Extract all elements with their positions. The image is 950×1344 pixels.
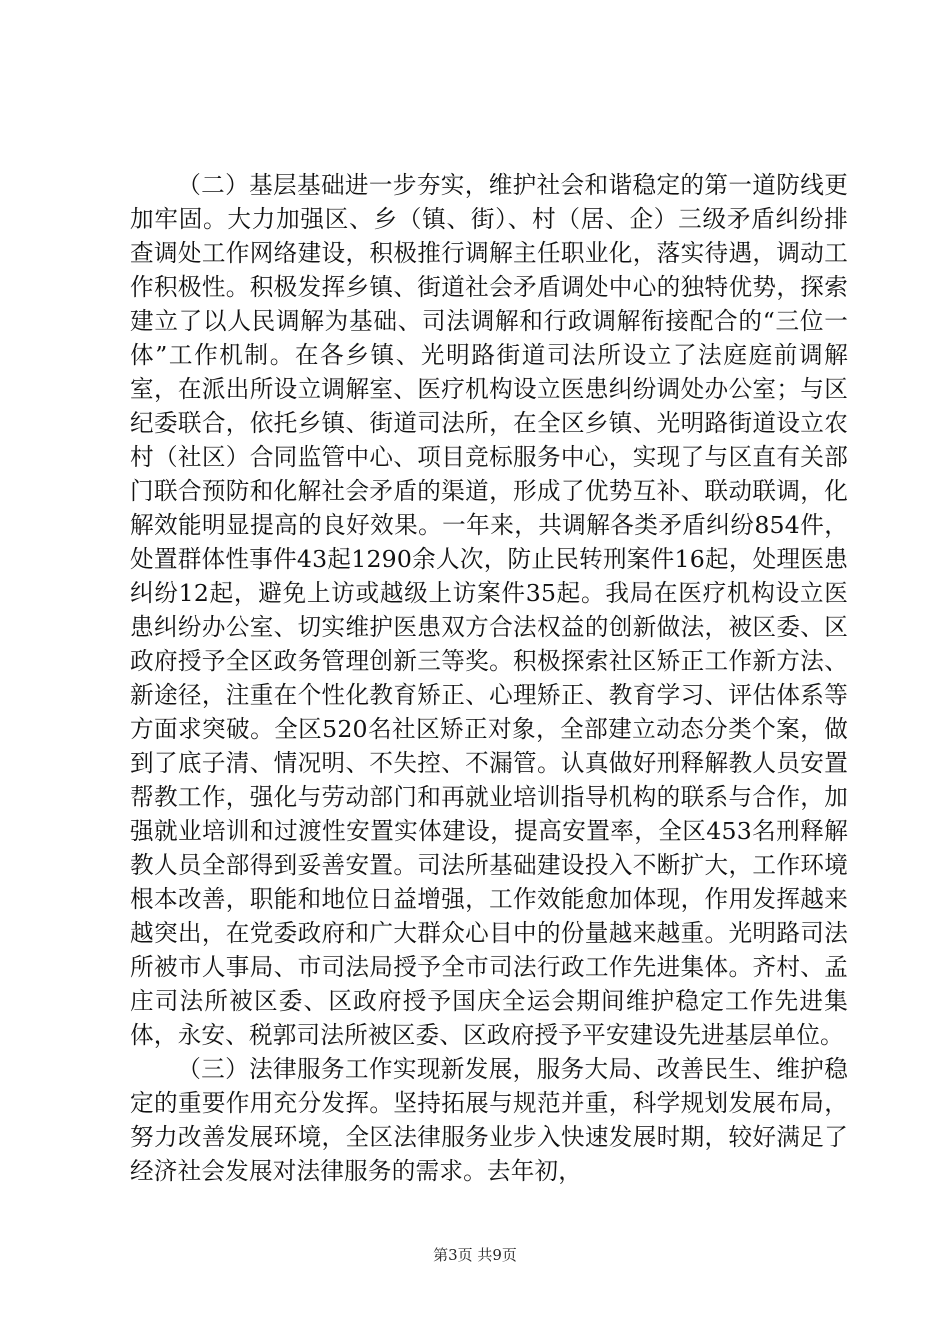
paragraph-section-three: （三）法律服务工作实现新发展，服务大局、改善民生、维护稳定的重要作用充分发挥。坚持拓展与规范并重，科学规划发展布局，努力改善发展环境，全区法律服务业步入快速发展时期，较好满足了经济社会发展对法律服务的需求。去年初， (130, 1055, 848, 1185)
document-body (130, 168, 848, 1188)
page-footer (0, 1245, 950, 1265)
page-number: 第3页 (433, 1246, 473, 1264)
paragraph-section-two: （二）基层基础进一步夯实，维护社会和谐稳定的第一道防线更加牢固。大力加强区、乡（镇、街）、村（居、企）三级矛盾纠纷排查调处工作网络建设，积极推行调解主任职业化，落实待遇，调动工作积极性。积极发挥乡镇、街道社会矛盾调处中心的独特优势，探索建立了以人民调解为基础、司法调解和行政调解衔接配合的“三位一体”工作机制。在各乡镇、光明路街道司法所设立了法庭庭前调解室，在派出所设立调解室、医疗机构设立医患纠纷调处办公室；与区纪委联合，依托乡镇、街道司法所，在全区乡镇、光明路街道设立农村（社区）合同监管中心、项目竞标服务中心，实现了与区直有关部门联合预防和化解社会矛盾的渠道，形成了优势互补、联动联调，化解效能明显提高的良好效果。一年来，共调解各类矛盾纠纷854件，处置群体性事件43起1290余人次，防止民转刑案件16起，处理医患纠纷12起，避免上访或越级上访案件35起。我局在医疗机构设立医患纠纷办公室、切实维护医患双方合法权益的创新做法，被区委、区政府授予全区政务管理创新三等奖。积极探索社区矫正工作新方法、新途径，注重在个性化教育矫正、心理矫正、教育学习、评估体系等方面求突破。全区520名社区矫正对象，全部建立动态分类个案，做到了底子清、情况明、不失控、不漏管。认真做好刑释解教人员安置帮教工作，强化与劳动部门和再就业培训指导机构的联系与合作，加强就业培训和过渡性安置实体建设，提高安置率，全区453名刑释解教人员全部得到妥善安置。司法所基础建设投入不断扩大，工作环境根本改善，职能和地位日益增强，工作效能愈加体现，作用发挥越来越突出，在党委政府和广大群众心目中的份量越来越重。光明路司法所被市人事局、市司法局授予全市司法行政工作先进集体。齐村、孟庄司法所被区委、区政府授予国庆全运会期间维护稳定工作先进集体，永安、税郭司法所被区委、区政府授予平安建设先进基层单位。 (130, 171, 848, 1049)
page-total: 共9页 (477, 1246, 517, 1264)
